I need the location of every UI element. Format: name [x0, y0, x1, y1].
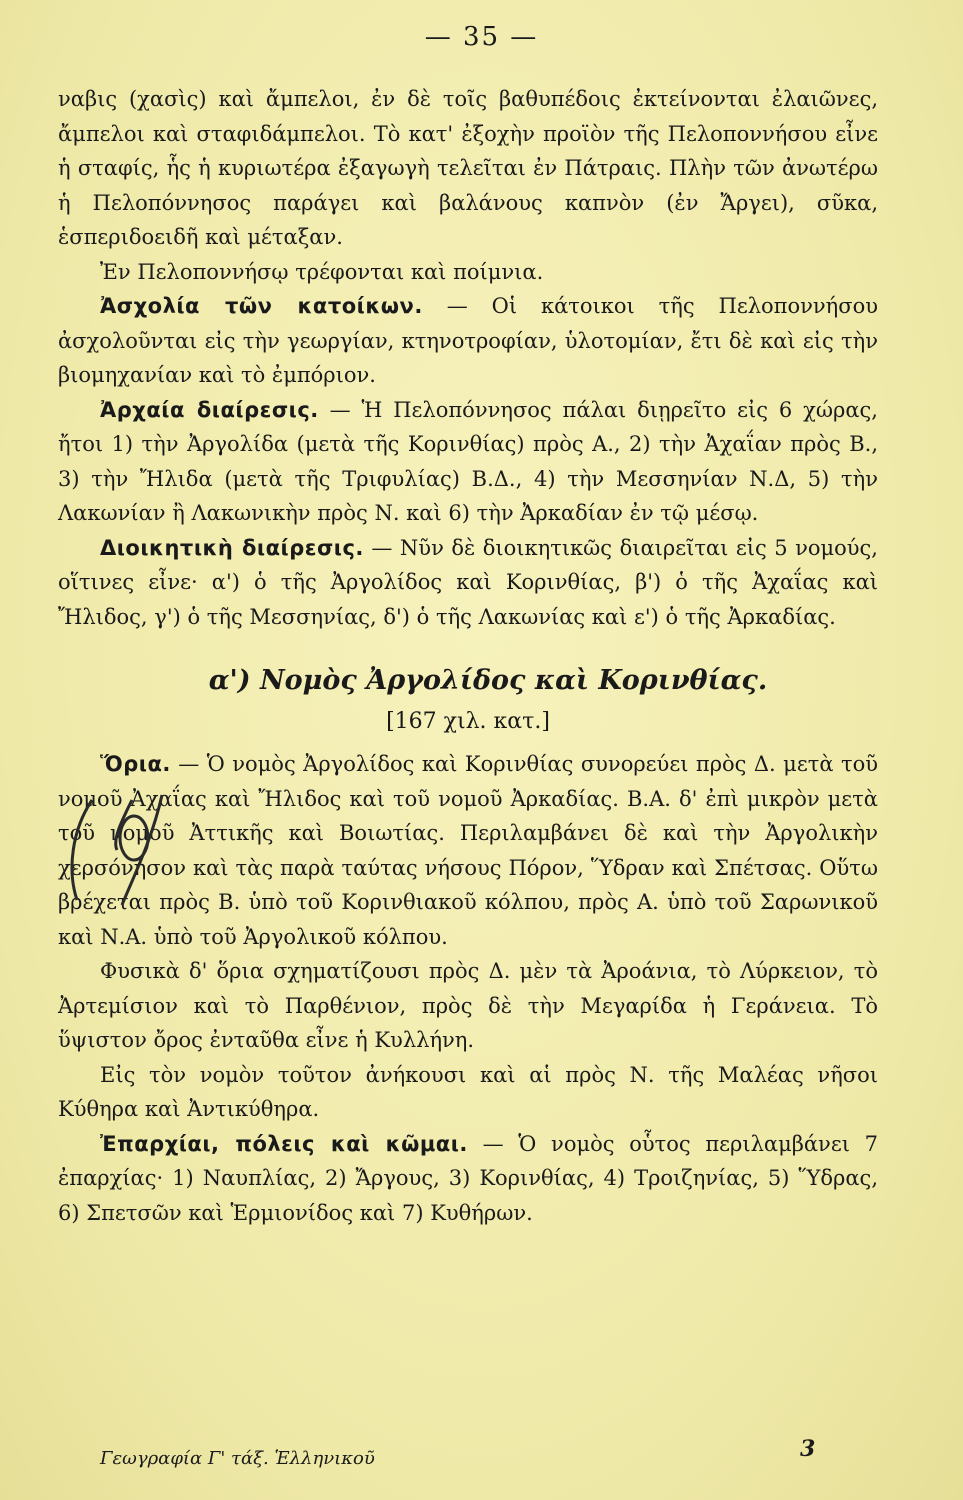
paragraph — [58, 747, 878, 954]
signature-number: 3 — [800, 1436, 816, 1462]
handwritten-number-mark — [62, 790, 172, 910]
section-subtitle: [167 χιλ. κατ.] — [386, 708, 550, 734]
footer-caption: Γεωγραφία Γ' τάξ. Ἑλληνικοῦ — [100, 1448, 375, 1469]
page-number: — 35 — — [424, 22, 539, 52]
paragraph — [58, 289, 878, 393]
paragraph — [58, 82, 878, 255]
paragraph — [58, 393, 878, 531]
paragraph — [58, 531, 878, 635]
paragraph-text: — Οἱ κάτοικοι τῆς Πελοποννήσου ἀσχολοῦνται εἰς τὴν γεωργίαν, κτηνοτροφίαν, ὑλοτομίαν, ἔτι δὲ καὶ εἰς τὴν βιομηχανίαν καὶ τὸ ἐμπόριον. — [58, 294, 878, 387]
paragraph-text: — Νῦν δὲ διοικητικῶς διαιρεῖται εἰς 5 νομούς, οἵτινες εἶνε· α') ὁ τῆς Ἀργολίδος καὶ Κορινθίας, β') ὁ τῆς Ἀχαΐας καὶ Ἤλιδος, γ') ὁ τῆς Μεσσηνίας, δ') ὁ τῆς Λακωνίας καὶ ε') ὁ τῆς Ἀρκαδίας. — [58, 535, 878, 629]
paragraph-text: Ἐν Πελοποννήσῳ τρέφονται καὶ ποίμνια. — [100, 259, 544, 284]
paragraph-text: Φυσικὰ δ' ὅρια σχηματίζουσι πρὸς Δ. μὲν τὰ Ἀροάνια, τὸ Λύρκειον, τὸ Ἀρτεμίσιον καὶ τὸ Παρθένιον, πρὸς δὲ τὴν Μεγαρίδα ἡ Γεράνεια. Τὸ ὕψιστον ὄρος ἐνταῦθα εἶνε ἡ Κυλλήνη. — [58, 959, 878, 1052]
paragraph — [58, 954, 878, 1058]
paragraph — [58, 1127, 878, 1231]
page-body — [58, 82, 878, 1230]
paragraph-text: — Ὁ νομὸς οὗτος περιλαμβάνει 7 ἐπαρχίας· 1) Ναυπλίας, 2) Ἄργους, 3) Κορινθίας, 4) Τροιζηνίας, 5) Ὕδρας, 6) Σπετσῶν καὶ Ἑρμιονίδος καὶ 7) Κυθήρων. — [58, 1131, 878, 1225]
paragraph-heading: Ἐπαρχίαι, πόλεις καὶ κῶμαι. — [100, 1131, 468, 1156]
paragraph — [58, 255, 878, 290]
paragraph-heading: Διοικητικὴ διαίρεσις. — [100, 535, 364, 560]
paragraph-heading: Ἀρχαία διαίρεσις. — [100, 397, 319, 422]
paragraph-text: ναβις (χασὶς) καὶ ἄμπελοι, ἐν δὲ τοῖς βαθυπέδοις ἐκτείνονται ἐλαιῶνες, ἄμπελοι καὶ σταφιδάμπελοι. Τὸ κατ' ἐξοχὴν προϊὸν τῆς Πελοποννήσου εἶνε ἡ σταφίς, ἧς ἡ κυριωτέρα ἐξαγωγὴ τελεῖται ἐν Πάτραις. Πλὴν τῶν ἀνωτέρω ἡ Πελοπόννησος παράγει καὶ βαλάνους καπνὸν (ἐν Ἄργει), σῦκα, ἑσπεριδοειδῆ καὶ μέταξαν. — [58, 87, 878, 249]
section-title: α') Νομὸς Ἀργολίδος καὶ Κορινθίας. — [208, 665, 768, 696]
paragraph-heading: Ἀσχολία τῶν κατοίκων. — [100, 294, 423, 318]
paragraph-heading: Ὅρια. — [100, 752, 171, 776]
paragraph-text: — Ὁ νομὸς Ἀργολίδος καὶ Κορινθίας συνορεύει πρὸς Δ. μετὰ τοῦ νομοῦ Ἀχαΐας καὶ Ἤλιδος καὶ τοῦ νομοῦ Ἀρκαδίας. Β.Α. δ' ἐπὶ μικρὸν μετὰ τοῦ νομοῦ Ἀττικῆς καὶ Βοιωτίας. Περιλαμβάνει δὲ καὶ τὴν Ἀργολικὴν χερσόνησον καὶ τὰς παρὰ ταύτας νήσους Πόρον, Ὕδραν καὶ Σπέτσας. Οὕτω βρέχεται πρὸς Β. ὑπὸ τοῦ Κορινθιακοῦ κόλπου, πρὸς Α. ὑπὸ τοῦ Σαρωνικοῦ καὶ Ν.Α. ὑπὸ τοῦ Ἀργολικοῦ κόλπου. — [58, 752, 878, 949]
paragraph — [58, 1058, 878, 1127]
paragraph-text: — Ἡ Πελοπόννησος πάλαι διῃρεῖτο εἰς 6 χώρας, ἤτοι 1) τὴν Ἀργολίδα (μετὰ τῆς Κορινθίας) πρὸς Α., 2) τὴν Ἀχαΐαν πρὸς Β., 3) τὴν Ἤλιδα (μετὰ τῆς Τριφυλίας) Β.Δ., 4) τὴν Μεσσηνίαν Ν.Δ, 5) τὴν Λακωνίαν ἢ Λακωνικὴν πρὸς Ν. καὶ 6) τὴν Ἀρκαδίαν ἐν τῷ μέσῳ. — [58, 397, 878, 525]
paragraph-text: Εἰς τὸν νομὸν τοῦτον ἀνήκουσι καὶ αἱ πρὸς Ν. τῆς Μαλέας νῆσοι Κύθηρα καὶ Ἀντικύθηρα. — [58, 1062, 878, 1121]
